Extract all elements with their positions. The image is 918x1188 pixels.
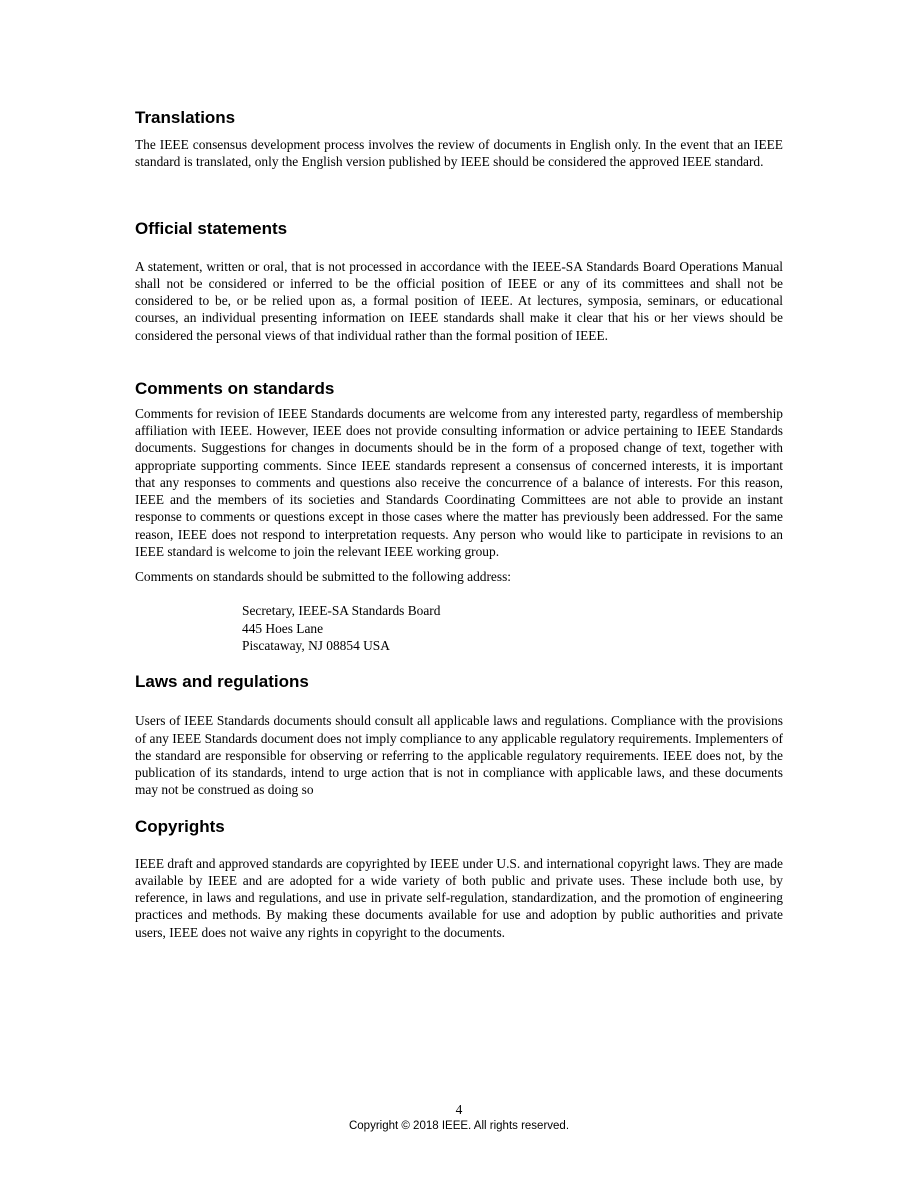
page-content [135,108,783,941]
address-line-3: Piscataway, NJ 08854 USA [242,638,390,654]
official-statements-body: A statement, written or oral, that is not processed in accordance with the IEEE-SA Standards Board Operations Manual shall not be considered or inferred to be the official position of IEEE or any of its committees and shall not be considered to be, or be relied upon as, a formal position of IEEE. At lectures, symposia, seminars, or educational courses, an individual presenting information on IEEE standards shall make it clear that his or her views should be considered the personal views of that individual rather than the formal position of IEEE. [135,258,783,343]
laws-heading: Laws and regulations [135,672,309,692]
comments-submit-text: Comments on standards should be submitted to the following address: [135,569,512,584]
translations-heading: Translations [135,108,236,127]
translations-body: The IEEE consensus development process involves the review of documents in English only. In the event that an IEEE standard is translated, only the English version published by IEEE should be considered the approved IEEE standard. [135,137,783,170]
address-line-2: 445 Hoes Lane [242,620,324,636]
copyrights-heading: Copyrights [135,816,225,836]
comments-body: Comments for revision of IEEE Standards documents are welcome from any interested party, regardless of membership affiliation with IEEE. However, IEEE does not provide consulting information or advice pertaining to IEEE Standards documents. Suggestions for changes in documents should be in the form of a proposed change of text, together with appropriate supporting comments. Since IEEE standards represent a consensus of concerned interests, it is important that any responses to comments and questions also receive the concurrence of a balance of interests. For this reason, IEEE and the members of its societies and Standards Coordinating Committees are not able to provide an instant response to comments or questions except in those cases where the matter has previously been addressed. For the same reason, IEEE does not respond to interpretation requests. Any person who would like to participate in revisions to an IEEE standard is welcome to join the relevant IEEE working group. [135,405,783,559]
comments-heading: Comments on standards [135,378,335,398]
copyright-notice: Copyright © 2018 IEEE. All rights reserved. [348,1120,570,1132]
laws-body: Users of IEEE Standards documents should consult all applicable laws and regulations. Compliance with the provisions of any IEEE Standards document does not imply compliance to any applicable regulatory requirements. Implementers of the standard are responsible for observing or referring to the applicable regulatory requirements. IEEE does not, by the publication of its standards, intend to urge action that is not in compliance with applicable laws, and these documents may not be construed as doing so [135,713,783,798]
address-line-1: Secretary, IEEE-SA Standards Board [242,603,441,619]
copyrights-body: IEEE draft and approved standards are copyrighted by IEEE under U.S. and international copyright laws. They are made available by IEEE and are adopted for a wide variety of both public and private uses. These include both use, by reference, in laws and regulations, and use in private self-regulation, standardization, and the promotion of engineering practices and methods. By making these documents available for use and adoption by public authorities and private users, IEEE does not waive any rights in copyright to the documents. [135,855,783,940]
official-statements-heading: Official statements [135,218,288,238]
mailing-address [135,602,783,654]
page-number: 4 [455,1102,463,1117]
